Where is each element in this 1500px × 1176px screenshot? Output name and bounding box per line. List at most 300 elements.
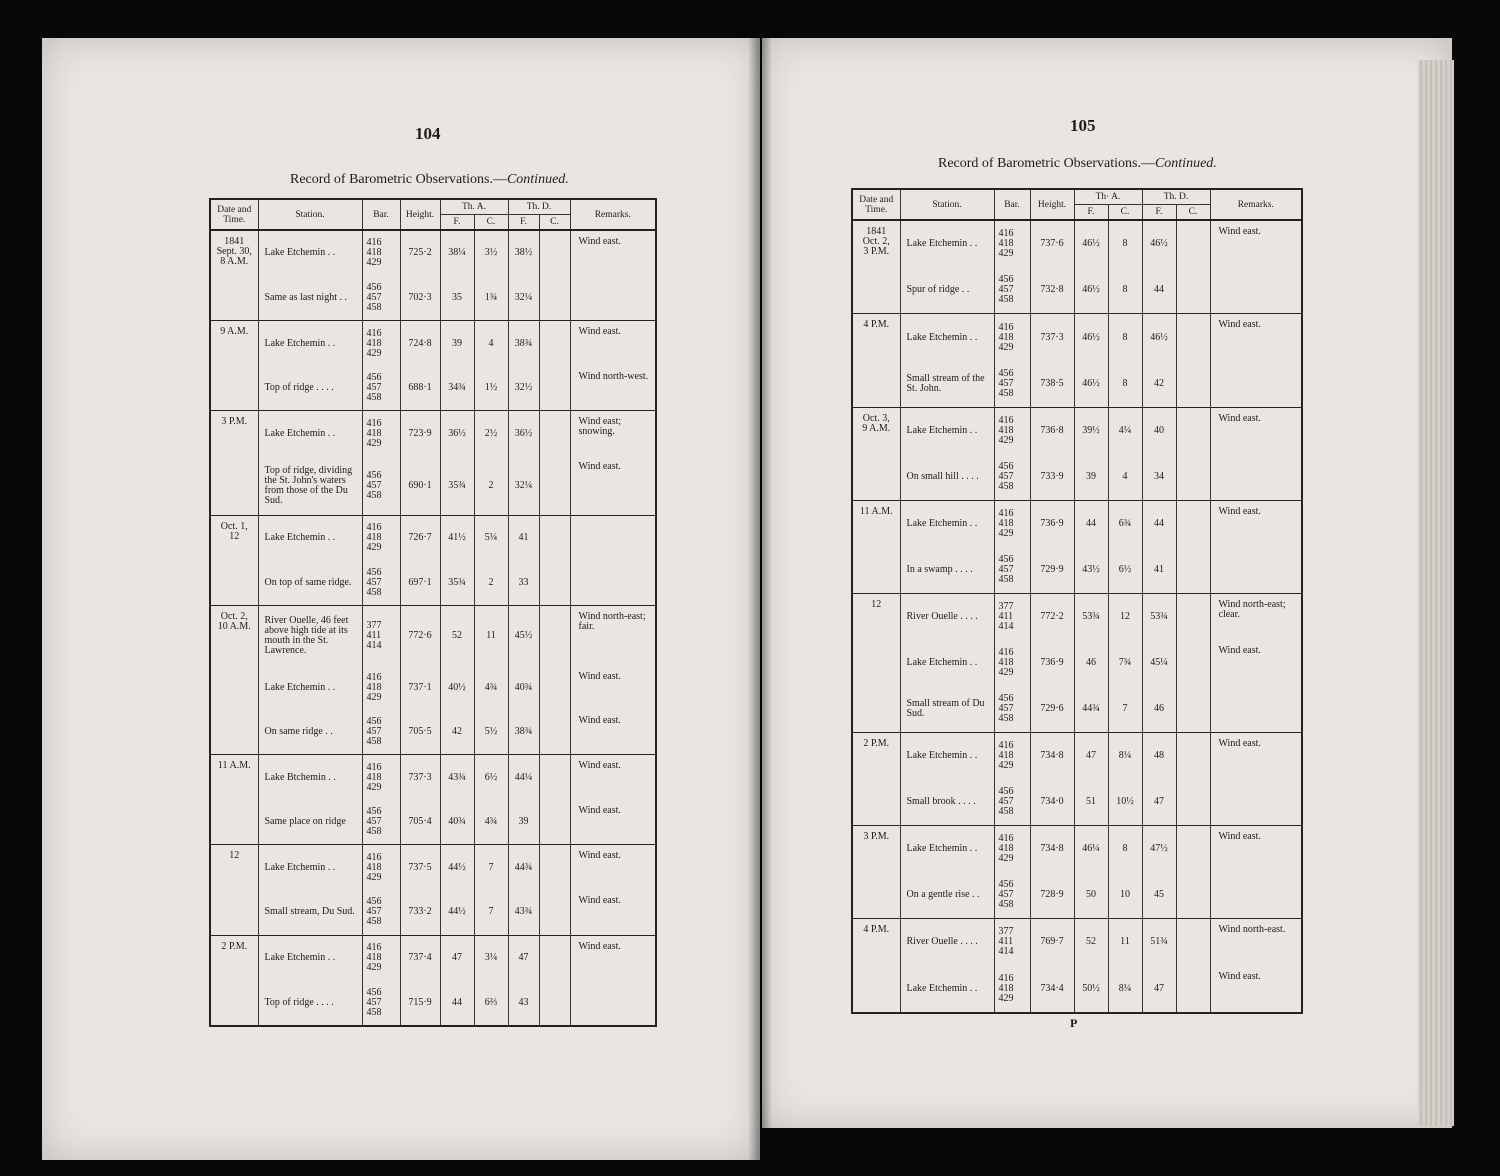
bar-cell: 416 418 429 [362, 845, 400, 890]
th-a-f-cell: 47 [1074, 733, 1108, 780]
th-a-c-cell: 12 [1108, 594, 1142, 641]
station-cell: Small stream of Du Sud. [900, 686, 994, 733]
station-cell: Lake Btchemin . . [258, 755, 362, 800]
remarks-cell [1210, 267, 1302, 314]
remarks-cell [1210, 779, 1302, 826]
right-caption-italic: Continued. [1154, 156, 1217, 171]
remarks-cell: Wind east. [570, 845, 656, 890]
table-row [210, 411, 656, 456]
bar-cell: 416 418 429 [994, 733, 1030, 780]
station-cell: On top of same ridge. [258, 561, 362, 606]
th-d-f-cell: 40¾ [508, 666, 539, 710]
th-a-f-cell: 44½ [440, 845, 474, 890]
height-cell: 737·6 [1030, 220, 1074, 267]
th-a-c-cell: 2½ [474, 411, 508, 456]
station-cell: Lake Etchemin . . [900, 220, 994, 267]
bar-cell: 456 457 458 [362, 366, 400, 411]
height-cell: 737·1 [400, 666, 440, 710]
table-row [852, 733, 1302, 780]
th-d-f-cell: 41 [508, 516, 539, 561]
th-d-c-cell [539, 366, 570, 411]
table-row [210, 366, 656, 411]
remarks-cell: Wind east. [570, 230, 656, 276]
remarks-cell: Wind north-east. [1210, 919, 1302, 966]
right-table-body [852, 220, 1302, 1013]
bar-cell: 416 418 429 [994, 966, 1030, 1014]
height-cell: 733·2 [400, 890, 440, 935]
left-observation-table [209, 198, 657, 1027]
header-remarks: Remarks. [1210, 189, 1302, 220]
remarks-cell [1210, 547, 1302, 594]
height-cell: 729·6 [1030, 686, 1074, 733]
th-d-c-cell [539, 666, 570, 710]
th-d-f-cell: 47 [1142, 966, 1176, 1014]
th-a-c-cell: 4¼ [1108, 407, 1142, 454]
th-d-c-cell [539, 230, 570, 276]
th-d-c-cell [539, 890, 570, 935]
bar-cell: 416 418 429 [994, 640, 1030, 686]
header-th-a-f: F. [440, 215, 474, 231]
station-cell: Top of ridge . . . . [258, 366, 362, 411]
th-d-f-cell: 44 [1142, 267, 1176, 314]
header-th-d: Th. D. [1142, 189, 1210, 205]
th-d-f-cell: 46½ [1142, 220, 1176, 267]
th-a-f-cell: 47 [440, 935, 474, 980]
th-a-f-cell: 44 [1074, 500, 1108, 547]
station-cell: On small hill . . . . [900, 454, 994, 501]
table-row [210, 606, 656, 666]
th-d-c-cell [539, 276, 570, 321]
th-d-f-cell: 32¼ [508, 456, 539, 516]
date-time-cell: 12 [210, 845, 258, 935]
station-cell: Lake Etchemin . . [900, 314, 994, 361]
th-a-c-cell: 6¾ [1108, 500, 1142, 547]
height-cell: 697·1 [400, 561, 440, 606]
height-cell: 736·9 [1030, 640, 1074, 686]
th-d-f-cell: 38¾ [508, 710, 539, 755]
remarks-cell: Wind north-east; clear. [1210, 594, 1302, 641]
table-row [210, 935, 656, 980]
station-cell: Lake Etchemin . . [258, 516, 362, 561]
station-cell: Lake Etchemin . . [258, 411, 362, 456]
bar-cell: 416 418 429 [362, 230, 400, 276]
height-cell: 705·4 [400, 800, 440, 845]
th-d-c-cell [539, 321, 570, 366]
signature-mark: P [1070, 1016, 1078, 1030]
th-a-c-cell: 6½ [474, 755, 508, 800]
remarks-cell: Wind east. [570, 666, 656, 710]
right-page-number: 105 [1070, 116, 1096, 135]
th-d-c-cell [1176, 733, 1210, 780]
th-a-c-cell: 8 [1108, 314, 1142, 361]
height-cell: 734·8 [1030, 826, 1074, 873]
bar-cell: 377 411 414 [362, 606, 400, 666]
th-d-f-cell: 46 [1142, 686, 1176, 733]
bar-cell: 416 418 429 [362, 321, 400, 366]
height-cell: 734·0 [1030, 779, 1074, 826]
date-time-cell: Oct. 2, 10 A.M. [210, 606, 258, 755]
th-d-c-cell [1176, 407, 1210, 454]
th-d-f-cell: 41 [1142, 547, 1176, 594]
th-a-f-cell: 50 [1074, 872, 1108, 919]
date-time-cell: 11 A.M. [852, 500, 900, 593]
station-cell: Top of ridge, dividing the St. John's waters from those of the Du Sud. [258, 456, 362, 516]
header-th-d-f: F. [508, 215, 539, 231]
left-caption-main: Record of Barometric Observations.— [290, 172, 507, 187]
th-d-c-cell [1176, 361, 1210, 408]
bar-cell: 416 418 429 [994, 826, 1030, 873]
remarks-cell: Wind east. [570, 935, 656, 980]
th-d-c-cell [1176, 872, 1210, 919]
date-time-cell: 2 P.M. [210, 935, 258, 1026]
remarks-cell: Wind east. [570, 710, 656, 755]
th-a-c-cell: 4¾ [474, 666, 508, 710]
th-d-f-cell: 43 [508, 980, 539, 1026]
station-cell: River Ouelle . . . . [900, 594, 994, 641]
table-row [210, 890, 656, 935]
bar-cell: 416 418 429 [362, 411, 400, 456]
th-a-c-cell: 11 [1108, 919, 1142, 966]
height-cell: 729·9 [1030, 547, 1074, 594]
th-d-c-cell [1176, 454, 1210, 501]
th-a-c-cell: 7 [1108, 686, 1142, 733]
th-d-c-cell [539, 935, 570, 980]
header-remarks: Remarks. [570, 199, 656, 230]
th-a-f-cell: 35¾ [440, 561, 474, 606]
remarks-cell: Wind east. [1210, 966, 1302, 1014]
remarks-cell: Wind east. [1210, 220, 1302, 267]
right-caption-main: Record of Barometric Observations.— [938, 156, 1155, 171]
station-cell: Lake Etchemin . . [900, 733, 994, 780]
th-a-c-cell: 1½ [474, 366, 508, 411]
height-cell: 705·5 [400, 710, 440, 755]
bar-cell: 456 457 458 [994, 267, 1030, 314]
th-a-f-cell: 46¼ [1074, 826, 1108, 873]
th-d-f-cell: 44¾ [508, 845, 539, 890]
th-a-f-cell: 40½ [440, 666, 474, 710]
table-row [852, 407, 1302, 454]
height-cell: 772·2 [1030, 594, 1074, 641]
th-d-f-cell: 45¼ [1142, 640, 1176, 686]
th-a-f-cell: 46½ [1074, 220, 1108, 267]
height-cell: 724·8 [400, 321, 440, 366]
th-a-f-cell: 43¾ [440, 755, 474, 800]
th-a-c-cell: 7¾ [1108, 640, 1142, 686]
station-cell: On same ridge . . [258, 710, 362, 755]
th-a-c-cell: 6½ [1108, 547, 1142, 594]
bar-cell: 456 457 458 [994, 779, 1030, 826]
th-a-c-cell: 3¼ [474, 935, 508, 980]
bar-cell: 416 418 429 [362, 935, 400, 980]
th-a-c-cell: 8 [1108, 220, 1142, 267]
header-th-a-f: F. [1074, 205, 1108, 221]
th-a-f-cell: 39 [440, 321, 474, 366]
table-row [852, 500, 1302, 547]
th-a-f-cell: 46½ [1074, 361, 1108, 408]
th-d-f-cell: 36½ [508, 411, 539, 456]
bar-cell: 456 457 458 [994, 361, 1030, 408]
bar-cell: 456 457 458 [362, 890, 400, 935]
th-d-c-cell [539, 800, 570, 845]
remarks-cell: Wind east; snowing. [570, 411, 656, 456]
station-cell: Lake Etchemin . . [258, 845, 362, 890]
station-cell: Top of ridge . . . . [258, 980, 362, 1026]
th-a-f-cell: 36½ [440, 411, 474, 456]
remarks-cell: Wind north-west. [570, 366, 656, 411]
header-bar: Bar. [994, 189, 1030, 220]
th-a-c-cell: 1¾ [474, 276, 508, 321]
th-a-f-cell: 44½ [440, 890, 474, 935]
remarks-cell: Wind east. [1210, 826, 1302, 873]
date-time-cell: 1841 Oct. 2, 3 P.M. [852, 220, 900, 314]
th-d-f-cell: 33 [508, 561, 539, 606]
station-cell: Lake Etchemin . . [900, 407, 994, 454]
th-a-c-cell: 11 [474, 606, 508, 666]
th-a-f-cell: 39 [1074, 454, 1108, 501]
bar-cell: 377 411 414 [994, 919, 1030, 966]
station-cell: Spur of ridge . . [900, 267, 994, 314]
th-d-c-cell [1176, 826, 1210, 873]
height-cell: 737·5 [400, 845, 440, 890]
th-d-f-cell: 45 [1142, 872, 1176, 919]
th-d-c-cell [539, 710, 570, 755]
remarks-cell [570, 516, 656, 561]
th-a-c-cell: 8 [1108, 826, 1142, 873]
height-cell: 723·9 [400, 411, 440, 456]
th-d-c-cell [1176, 267, 1210, 314]
th-a-f-cell: 34¾ [440, 366, 474, 411]
th-d-f-cell: 47 [508, 935, 539, 980]
th-d-f-cell: 46½ [1142, 314, 1176, 361]
header-th-d: Th. D. [508, 199, 570, 215]
table-row [852, 314, 1302, 361]
remarks-cell: Wind east. [1210, 500, 1302, 547]
station-cell: Same place on ridge [258, 800, 362, 845]
date-time-cell: 9 A.M. [210, 321, 258, 411]
th-d-c-cell [539, 755, 570, 800]
table-row [210, 516, 656, 561]
th-a-c-cell: 10½ [1108, 779, 1142, 826]
bar-cell: 416 418 429 [994, 407, 1030, 454]
header-th-d-f: F. [1142, 205, 1176, 221]
header-th-a: Th. A. [440, 199, 508, 215]
remarks-cell: Wind east. [570, 321, 656, 366]
remarks-cell [570, 276, 656, 321]
remarks-cell [570, 980, 656, 1026]
th-d-f-cell: 43¾ [508, 890, 539, 935]
th-d-c-cell [1176, 500, 1210, 547]
table-row [852, 779, 1302, 826]
bar-cell: 456 457 458 [362, 276, 400, 321]
th-a-f-cell: 51 [1074, 779, 1108, 826]
th-d-f-cell: 38¾ [508, 321, 539, 366]
table-row [852, 220, 1302, 267]
date-time-cell: 3 P.M. [210, 411, 258, 516]
table-row [210, 561, 656, 606]
th-a-f-cell: 41½ [440, 516, 474, 561]
table-row [210, 321, 656, 366]
th-d-f-cell: 40 [1142, 407, 1176, 454]
bar-cell: 456 457 458 [362, 980, 400, 1026]
height-cell: 736·8 [1030, 407, 1074, 454]
th-d-c-cell [1176, 547, 1210, 594]
th-d-f-cell: 34 [1142, 454, 1176, 501]
height-cell: 732·8 [1030, 267, 1074, 314]
station-cell: Lake Etchemin . . [900, 966, 994, 1014]
header-th-a-c: C. [474, 215, 508, 231]
th-a-f-cell: 38¼ [440, 230, 474, 276]
height-cell: 715·9 [400, 980, 440, 1026]
th-a-f-cell: 46 [1074, 640, 1108, 686]
th-a-f-cell: 44 [440, 980, 474, 1026]
right-table-caption [938, 156, 1217, 172]
height-cell: 737·3 [400, 755, 440, 800]
bar-cell: 416 418 429 [994, 500, 1030, 547]
th-a-c-cell: 8¼ [1108, 966, 1142, 1014]
th-d-c-cell [1176, 686, 1210, 733]
th-a-c-cell: 8 [1108, 361, 1142, 408]
remarks-cell [1210, 872, 1302, 919]
bar-cell: 456 457 458 [362, 800, 400, 845]
left-caption-italic: Continued. [506, 172, 569, 187]
header-th-d-c: C. [1176, 205, 1210, 221]
date-time-cell: Oct. 3, 9 A.M. [852, 407, 900, 500]
th-d-c-cell [539, 845, 570, 890]
height-cell: 734·8 [1030, 733, 1074, 780]
table-row [210, 230, 656, 276]
bar-cell: 416 418 429 [994, 314, 1030, 361]
remarks-cell: Wind east. [1210, 314, 1302, 361]
th-d-c-cell [1176, 220, 1210, 267]
station-cell: In a swamp . . . . [900, 547, 994, 594]
table-row [210, 456, 656, 516]
right-observation-table [851, 188, 1303, 1014]
th-a-c-cell: 8 [1108, 267, 1142, 314]
th-d-f-cell: 42 [1142, 361, 1176, 408]
th-d-c-cell [539, 516, 570, 561]
header-date-time: Date and Time. [210, 199, 258, 230]
th-a-f-cell: 44¾ [1074, 686, 1108, 733]
th-a-c-cell: 4¾ [474, 800, 508, 845]
th-a-f-cell: 50½ [1074, 966, 1108, 1014]
height-cell: 737·3 [1030, 314, 1074, 361]
bar-cell: 416 418 429 [994, 220, 1030, 267]
remarks-cell: Wind east. [570, 890, 656, 935]
date-time-cell: Oct. 1, 12 [210, 516, 258, 606]
th-d-c-cell [539, 411, 570, 456]
height-cell: 737·4 [400, 935, 440, 980]
station-cell: Lake Etchemin . . [258, 935, 362, 980]
height-cell: 734·4 [1030, 966, 1074, 1014]
remarks-cell: Wind east. [1210, 733, 1302, 780]
th-d-c-cell [539, 456, 570, 516]
th-a-f-cell: 46½ [1074, 267, 1108, 314]
th-a-c-cell: 10 [1108, 872, 1142, 919]
th-a-f-cell: 40¾ [440, 800, 474, 845]
bar-cell: 456 457 458 [362, 561, 400, 606]
table-row [210, 845, 656, 890]
th-d-f-cell: 53¾ [1142, 594, 1176, 641]
book-spine-shadow [748, 38, 772, 1160]
th-a-c-cell: 8¼ [1108, 733, 1142, 780]
station-cell: On a gentle rise . . [900, 872, 994, 919]
th-a-c-cell: 3½ [474, 230, 508, 276]
remarks-cell: Wind east. [1210, 407, 1302, 454]
remarks-cell: Wind east. [570, 800, 656, 845]
height-cell: 688·1 [400, 366, 440, 411]
date-time-cell: 11 A.M. [210, 755, 258, 845]
th-d-c-cell [1176, 314, 1210, 361]
header-th-d-c: C. [539, 215, 570, 231]
th-a-c-cell: 4 [1108, 454, 1142, 501]
th-d-f-cell: 38½ [508, 230, 539, 276]
th-d-f-cell: 32½ [508, 366, 539, 411]
th-d-c-cell [539, 606, 570, 666]
header-height: Height. [1030, 189, 1074, 220]
height-cell: 772·6 [400, 606, 440, 666]
date-time-cell: 4 P.M. [852, 314, 900, 407]
table-row [852, 594, 1302, 641]
th-d-f-cell: 44¼ [508, 755, 539, 800]
table-row [210, 980, 656, 1026]
table-row [852, 267, 1302, 314]
remarks-cell: Wind east. [1210, 640, 1302, 686]
th-a-c-cell: 7 [474, 845, 508, 890]
height-cell: 736·9 [1030, 500, 1074, 547]
th-a-c-cell: 5¼ [474, 516, 508, 561]
th-d-c-cell [1176, 640, 1210, 686]
table-row [210, 710, 656, 755]
th-d-f-cell: 32¼ [508, 276, 539, 321]
th-d-f-cell: 39 [508, 800, 539, 845]
table-row [852, 454, 1302, 501]
table-row [210, 755, 656, 800]
height-cell: 728·9 [1030, 872, 1074, 919]
right-page-edges [1418, 60, 1454, 1126]
table-row [852, 361, 1302, 408]
th-d-f-cell: 51¾ [1142, 919, 1176, 966]
th-d-c-cell [1176, 966, 1210, 1014]
date-time-cell: 1841 Sept. 30, 8 A.M. [210, 230, 258, 321]
th-a-f-cell: 39½ [1074, 407, 1108, 454]
th-a-f-cell: 52 [440, 606, 474, 666]
th-d-c-cell [1176, 779, 1210, 826]
bar-cell: 456 457 458 [362, 710, 400, 755]
th-a-f-cell: 43½ [1074, 547, 1108, 594]
table-row [852, 872, 1302, 919]
header-bar: Bar. [362, 199, 400, 230]
bar-cell: 456 457 458 [994, 686, 1030, 733]
remarks-cell [570, 561, 656, 606]
header-th-a: Th· A. [1074, 189, 1142, 205]
left-page-number: 104 [415, 124, 441, 143]
th-a-c-cell: 5½ [474, 710, 508, 755]
remarks-cell [1210, 454, 1302, 501]
left-table-body [210, 230, 656, 1026]
date-time-cell: 3 P.M. [852, 826, 900, 919]
station-cell: Lake Etchemin . . [900, 500, 994, 547]
th-d-f-cell: 47 [1142, 779, 1176, 826]
station-cell: Small stream, Du Sud. [258, 890, 362, 935]
th-d-f-cell: 44 [1142, 500, 1176, 547]
station-cell: Lake Etchemin . . [258, 321, 362, 366]
th-d-c-cell [1176, 919, 1210, 966]
th-a-f-cell: 52 [1074, 919, 1108, 966]
bar-cell: 416 418 429 [362, 666, 400, 710]
height-cell: 702·3 [400, 276, 440, 321]
remarks-cell: Wind east. [570, 755, 656, 800]
th-d-f-cell: 45½ [508, 606, 539, 666]
